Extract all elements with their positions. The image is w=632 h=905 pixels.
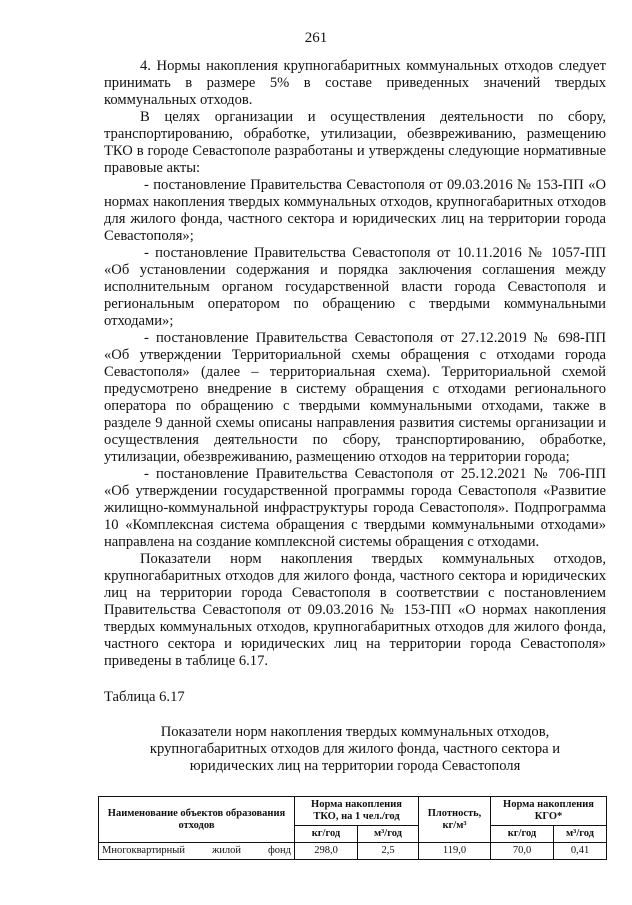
- list-item-regulation-706: - постановление Правительства Севастополя от 25.12.2021 № 706-ПП «Об утверждении государственной программы города Севастополя «Развитие жилищно-коммунальной инфраструктуры города Севастополя». Подпрограмма 10 «Комплексная система обращения с твердыми коммунальными отходами» направлена на создание комплексной системы обращения с отходами.: [104, 466, 606, 550]
- header-kgo-norm: Норма накопления КГО*: [491, 797, 607, 826]
- list-item-regulation-698: - постановление Правительства Севастополя от 27.12.2019 № 698-ПП «Об утверждении Территориальной схемы обращения с отходами города Севастополя» (далее – территориальная схема). Территориальной схемой предусмотрено внедрение в систему обращения с отходами регионального оператора по обращению с твердыми коммунальными отходами, также в разделе 9 данной схемы описаны направления развития системы организации и осуществления деятельности по сбору, транспортированию, обработке, утилизации, обезвреживанию, размещению отходов на территории города;: [104, 330, 606, 465]
- table-title-line: юридических лиц на территории города Севастополя: [189, 758, 521, 774]
- table-title-line: крупногабаритных отходов для жилого фонда, частного сектора и: [149, 741, 561, 757]
- table-title-line: Показатели норм накопления твердых коммунальных отходов,: [160, 724, 550, 740]
- list-item-regulation-153: - постановление Правительства Севастополя от 09.03.2016 № 153-ПП «О нормах накопления твердых коммунальных отходов, крупногабаритных отходов для жилого фонда, частного сектора и юридических лиц на территории города Севастополя»;: [104, 177, 606, 244]
- subheader-tko-kg: кг/год: [295, 826, 358, 843]
- cell-kgo-m3: 0,41: [554, 843, 607, 860]
- cell-kgo-kg: 70,0: [491, 843, 554, 860]
- page-number: 261: [304, 30, 328, 46]
- cell-tko-m3: 2,5: [358, 843, 419, 860]
- cell-density: 119,0: [419, 843, 491, 860]
- paragraph-regulations-intro: В целях организации и осуществления деятельности по сбору, транспортированию, обработке, утилизации, обезвреживанию, размещению ТКО в городе Севастополе разработаны и утверждены следующие нормативные правовые акты:: [104, 109, 606, 176]
- norms-table: [98, 796, 607, 860]
- table-row: [99, 843, 607, 860]
- cell-object-name: Многоквартирный жилой фонд: [99, 843, 295, 860]
- subheader-kgo-m3: м³/год: [554, 826, 607, 843]
- document-body: [104, 58, 606, 775]
- table-title: [104, 724, 606, 775]
- table-header-row: [99, 797, 607, 826]
- table-caption: Таблица 6.17: [104, 689, 185, 705]
- subheader-kgo-kg: кг/год: [491, 826, 554, 843]
- header-tko-norm: Норма накопления ТКО, на 1 чел./год: [295, 797, 419, 826]
- header-density: Плотность, кг/м³: [419, 797, 491, 843]
- list-item-regulation-1057: - постановление Правительства Севастополя от 10.11.2016 № 1057-ПП «Об установлении содержания и порядка заключения соглашения между исполнительным органом государственной власти города Севастополя и региональным оператором по обращению с твердыми коммунальными отходами»;: [104, 245, 606, 329]
- paragraph-kgo-norm: 4. Нормы накопления крупногабаритных коммунальных отходов следует принимать в размере 5% в составе приведенных значений твердых коммунальных отходов.: [104, 58, 606, 108]
- subheader-tko-m3: м³/год: [358, 826, 419, 843]
- paragraph-norm-indicators: Показатели норм накопления твердых коммунальных отходов, крупногабаритных отходов для жилого фонда, частного сектора и юридических лиц на территории города Севастополя в соответствии с постановлением Правительства Севастополя от 09.03.2016 № 153-ПП «О нормах накопления твердых коммунальных отходов, крупногабаритных отходов для жилого фонда, частного сектора и юридических лиц на территории города Севастополя» приведены в таблице 6.17.: [104, 551, 606, 669]
- header-object: Наименование объектов образования отходов: [99, 797, 295, 843]
- cell-tko-kg: 298,0: [295, 843, 358, 860]
